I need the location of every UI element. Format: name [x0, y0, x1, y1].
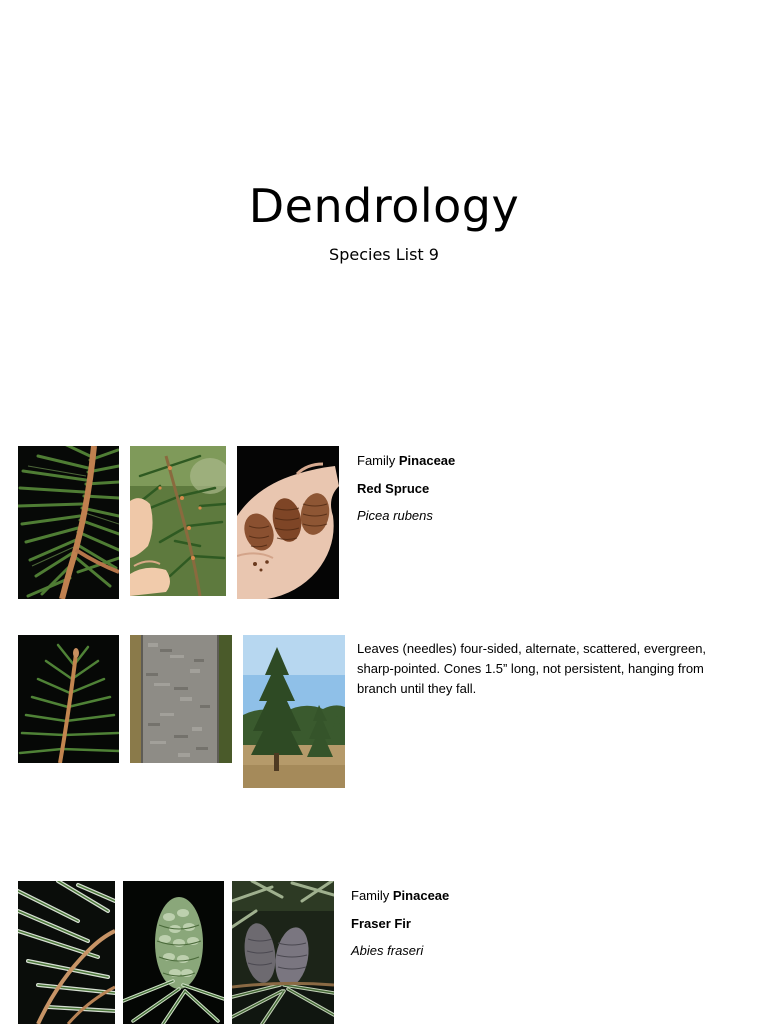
species-description-red-spruce: Leaves (needles) four-sided, alternate, scattered, evergreen, sharp-pointed. Cones 1.5” long, not persistent, hanging from branch until they fall.	[357, 641, 707, 696]
family-prefix: Family	[351, 888, 393, 903]
spruce-branch-in-hand-photo	[130, 446, 226, 596]
scientific-name: Picea rubens	[357, 508, 433, 523]
spruce-bark-photo	[130, 635, 232, 763]
spruce-tree-photo	[243, 635, 345, 788]
family-name: Pinaceae	[398, 453, 456, 468]
common-name: Red Spruce	[357, 480, 430, 496]
fir-cone-photo	[123, 881, 224, 1024]
family-line	[357, 451, 455, 471]
scientific-name: Abies fraseri	[351, 943, 424, 958]
spruce-twig-photo	[18, 446, 119, 599]
fir-needles-photo	[18, 881, 115, 1024]
fir-cones-photo	[232, 881, 334, 1024]
species-info-red-spruce	[357, 451, 455, 534]
page-subtitle: Species List 9	[329, 245, 439, 264]
family-name: Pinaceae	[392, 888, 450, 903]
spruce-cones-in-hand-photo	[237, 446, 339, 599]
species-info-fraser-fir	[351, 886, 449, 969]
page-title: Dendrology	[248, 179, 520, 233]
common-name: Fraser Fir	[351, 915, 411, 931]
spruce-shoot-photo	[18, 635, 119, 763]
family-prefix: Family	[357, 453, 399, 468]
family-line	[351, 886, 449, 906]
